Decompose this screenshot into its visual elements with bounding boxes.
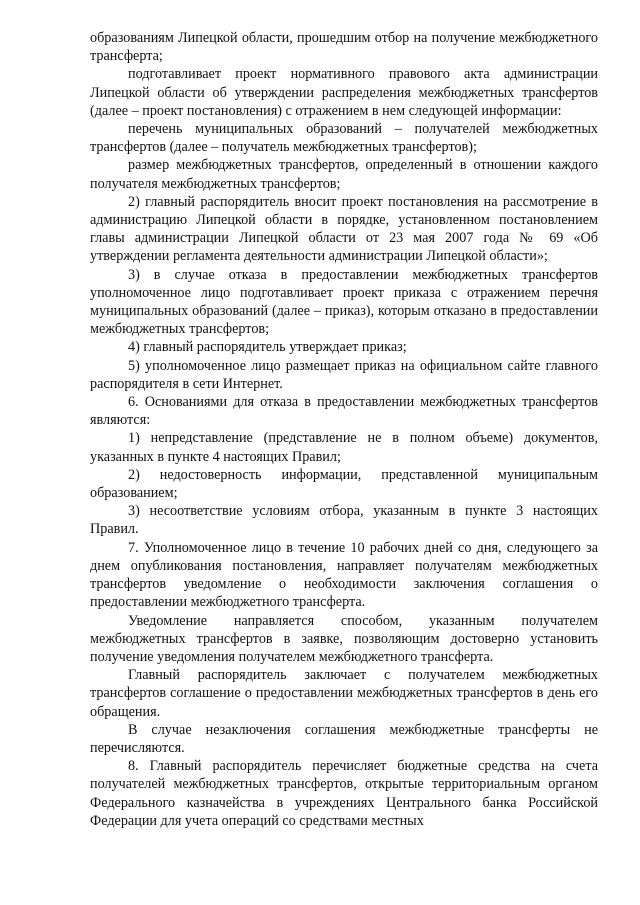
paragraph-item-5: 5) уполномоченное лицо размещает приказ на официальном сайте главного распорядителя в сети Интернет.: [90, 357, 598, 392]
paragraph-item-3: 3) в случае отказа в предоставлении межбюджетных трансфертов уполномоченное лицо подготавливает проект приказа с отражением перечня муниципальных образований (далее – приказ), которым отказано в предоставлении межбюджетных трансфертов;: [90, 266, 598, 338]
document-body: [90, 29, 598, 830]
paragraph-continuation: образованиям Липецкой области, прошедшим отбор на получение межбюджетного трансферта;: [90, 30, 598, 65]
paragraph-prepares-draft: подготавливает проект нормативного правового акта администрации Липецкой области об утверждении распределения межбюджетных трансфертов (далее – проект постановления) с отражением в нем следующей информации:: [90, 66, 598, 119]
paragraph-section-6: 6. Основаниями для отказа в предоставлении межбюджетных трансфертов являются:: [90, 394, 598, 429]
paragraph-item-4: 4) главный распорядитель утверждает приказ;: [128, 339, 407, 356]
paragraph-no-agreement: В случае незаключения соглашения межбюджетные трансферты не перечисляются.: [90, 721, 598, 756]
paragraph-section-7: 7. Уполномоченное лицо в течение 10 рабочих дней со дня, следующего за днем опубликования постановления, направляет получателям межбюджетных трансфертов уведомление о необходимости заключения соглашения о предоставлении межбюджетного трансферта.: [90, 539, 598, 611]
paragraph-list-of-municipalities: перечень муниципальных образований – получателей межбюджетных трансфертов (далее – получатель межбюджетных трансфертов);: [90, 121, 598, 156]
paragraph-reason-3: 3) несоответствие условиям отбора, указанным в пункте 3 настоящих Правил.: [90, 503, 598, 538]
paragraph-notification-method: Уведомление направляется способом, указанным получателем межбюджетных трансфертов в заявке, позволяющим достоверно установить получение уведомления получателем межбюджетного трансферта.: [90, 612, 598, 665]
paragraph-transfer-amount: размер межбюджетных трансфертов, определенный в отношении каждого получателя межбюджетных трансфертов;: [90, 157, 598, 192]
paragraph-agreement: Главный распорядитель заключает с получателем межбюджетных трансфертов соглашение о предоставлении межбюджетных трансфертов в день его обращения.: [90, 667, 598, 720]
paragraph-reason-1: 1) непредставление (представление не в полном объеме) документов, указанных в пункте 4 настоящих Правил;: [90, 430, 598, 465]
paragraph-section-8: 8. Главный распорядитель перечисляет бюджетные средства на счета получателей межбюджетных трансфертов, открытые территориальным органом Федерального казначейства в учреждениях Центрального банка Российской Федерации для учета операций со средствами местных: [90, 758, 598, 829]
paragraph-reason-2: 2) недостоверность информации, представленной муниципальным образованием;: [90, 466, 598, 502]
paragraph-item-2: 2) главный распорядитель вносит проект постановления на рассмотрение в администрацию Липецкой области в порядке, установленном постановлением главы администрации Липецкой области от 23 мая 2007 года № 69 «Об утверждении регламента деятельности администрации Липецкой области»;: [90, 193, 598, 265]
